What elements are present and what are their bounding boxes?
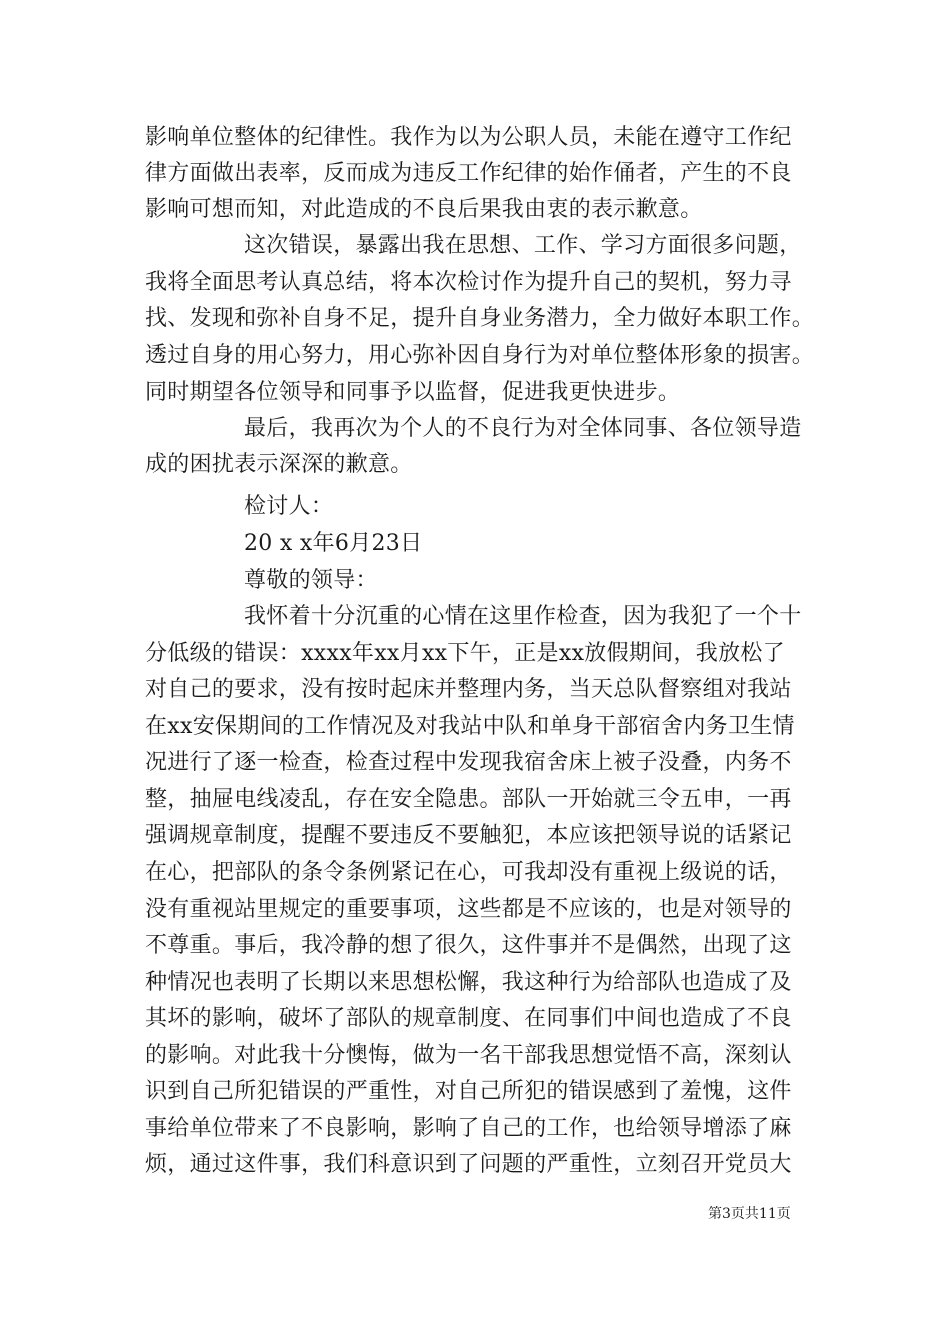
text-line: 分低级的错误：xxxx年xx月xx下午，正是xx放假期间，我放松了 <box>145 641 785 666</box>
date-line: 20 x x年6月23日 <box>244 531 423 556</box>
text-line: 没有重视站里规定的重要事项，这些都是不应该的，也是对领导的 <box>145 897 792 922</box>
text-line: 在心，把部队的条令条例紧记在心，可我却没有重视上级说的话， <box>145 860 792 885</box>
text-line: 律方面做出表率，反而成为违反工作纪律的始作俑者，产生的不良 <box>145 161 792 186</box>
text-line: 不尊重。事后，我冷静的想了很久，这件事并不是偶然，出现了这 <box>145 933 792 958</box>
text-line: 我怀着十分沉重的心情在这里作检查，因为我犯了一个十 <box>244 604 802 629</box>
text-line: 同时期望各位领导和同事予以监督，促进我更快进步。 <box>145 380 681 405</box>
text-line: 成的困扰表示深深的歉意。 <box>145 452 413 477</box>
text-line: 整，抽屉电线凌乱，存在安全隐患。部队一开始就三令五申，一再 <box>145 787 792 812</box>
text-line: 事给单位带来了不良影响，影响了自己的工作，也给领导增添了麻 <box>145 1116 792 1141</box>
text-line: 强调规章制度，提醒不要违反不要触犯，本应该把领导说的话紧记 <box>145 823 792 848</box>
text-line: 况进行了逐一检查，检查过程中发现我宿舍床上被子没叠，内务不 <box>145 750 792 775</box>
text-line: 找、发现和弥补自身不足，提升自身业务潜力，全力做好本职工作。 <box>145 306 815 331</box>
salutation: 尊敬的领导： <box>244 568 378 593</box>
page-number-footer: 第3页共11页 <box>708 1206 791 1222</box>
text-line: 对自己的要求，没有按时起床并整理内务，当天总队督察组对我站 <box>145 677 792 702</box>
text-line: 影响可想而知，对此造成的不良后果我由衷的表示歉意。 <box>145 197 703 222</box>
text-line: 烦，通过这件事，我们科意识到了问题的严重性，立刻召开党员大 <box>145 1152 792 1177</box>
text-line: 透过自身的用心努力，用心弥补因自身行为对单位整体形象的损害。 <box>145 343 815 368</box>
text-line: 种情况也表明了长期以来思想松懈，我这种行为给部队也造成了及 <box>145 970 792 995</box>
text-line: 识到自己所犯错误的严重性，对自己所犯的错误感到了羞愧，这件 <box>145 1079 792 1104</box>
text-line: 最后，我再次为个人的不良行为对全体同事、各位领导造 <box>244 416 802 441</box>
text-line: 的影响。对此我十分懊悔，做为一名干部我思想觉悟不高，深刻认 <box>145 1043 792 1068</box>
text-line: 在xx安保期间的工作情况及对我站中队和单身干部宿舍内务卫生情 <box>145 714 795 739</box>
text-line: 其坏的影响，破坏了部队的规章制度、在同事们中间也造成了不良 <box>145 1006 792 1031</box>
text-line: 影响单位整体的纪律性。我作为以为公职人员，未能在遵守工作纪 <box>145 125 792 150</box>
signature-label: 检讨人： <box>244 494 334 519</box>
text-line: 我将全面思考认真总结，将本次检讨作为提升自己的契机，努力寻 <box>145 270 792 295</box>
text-line: 这次错误，暴露出我在思想、工作、学习方面很多问题， <box>244 233 802 258</box>
